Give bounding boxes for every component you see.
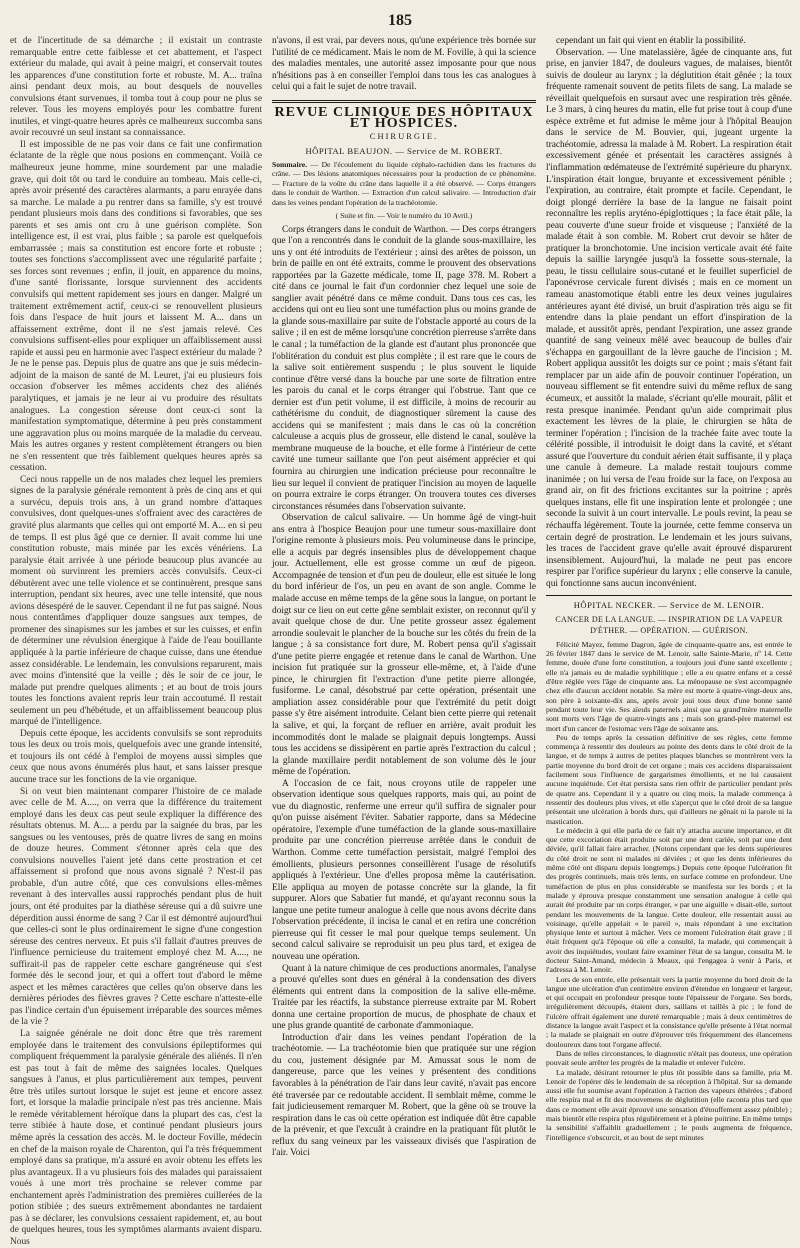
hospital-heading: HÔPITAL BEAUJON. — Service de M. ROBERT.: [305, 146, 503, 157]
section-subtitle: CHIRURGIE.: [369, 130, 439, 141]
article-columns: [10, 36, 792, 1247]
summary-text: — De l'écoulement du liquide céphalo-rachidien dans les fractures du crâne. — Des lésions anatomiques nécessaires pour la production de ce phénomène. — Fracture de la voûte du crâne dans laquelle il a été observé. — Corps étrangers dans le conduit de Warthon. — Extraction d'un calcul salivaire. — Introduction d'air dans les veines pendant l'opération de la trachéotomie.: [272, 159, 536, 207]
hospital-heading: HÔPITAL NECKER. — Service de M. LENOIR.: [573, 600, 765, 611]
page-number: 185: [388, 12, 412, 29]
continuation-note: ( Suite et fin. — Voir le numéro du 10 Avril.): [335, 210, 473, 220]
paragraph: cependant un fait qui vient en établir la possibilité.: [556, 36, 746, 46]
column-left: [10, 36, 262, 1248]
case-report: [546, 640, 792, 1142]
column-middle: [272, 36, 536, 1248]
column-right: [546, 36, 792, 1248]
paragraph: La saignée générale ne doit donc être que très rarement employée dans le traitement des convulsions épileptiformes qui compliquent fréquemment la paralysie générale des aliénés. Il n'en est pas tout à fait de même des saignées locales. Quelques sangsues à l'anus, et plus particulièrement aux tempes, peuvent être très utiles surtout lorsque le sujet est jeune et encore assez fort, et lorsque la maladie principale n'est pas très ancienne. Mais le remède véritablement héroïque dans la plupart des cas, c'est la terre stibiée à haute dose, et continué pendant plusieurs jours même après la cessation des accès. M. le docteur Foville, médecin en chef de la maison royale de Charenton, qui l'a très fréquemment employé dans sa pratique, m'a assuré en avoir obtenu les effets les plus avantageux. Il a vu plusieurs fois des malades qui paraissaient voués à une mort très prochaine se relever comme par enchantement après l'administration des premières cuillerées de la potion stibiée ; des sueurs extrêmement abondantes ne tardaient pas à se déclarer, les convulsions cessaient rapidement, et, au bout de quelques heures, tous les symptômes alarmants avaient disparu. Nous: [10, 1029, 262, 1247]
paragraph: La malade, désirant retourner le plus tôt possible dans sa famille, pria M. Lenoir de l'opérer dès le lendemain de sa réception à l'hôpital. Sur sa demande aussi elle fut soumise avant l'opération à l'action des vapeurs éthérées ; d'abord elle respira mal et fit des mouvemens de déglutition (elle raconta plus tard que dans ce moment elle avait éprouvé une sensation d'étouffement assez pénible) ; mais bientôt elle respira plus régulièrement et à pleine poitrine. En même temps la sensibilité s'affaiblit graduellement ; le pouls augmenta de fréquence, l'intelligence s'obscurcit, et au bout de sept minutes: [546, 1067, 792, 1142]
paragraph: Quant à la nature chimique de ces productions anormales, l'analyse a prouvé qu'elles sont dues en général à la condensation des divers éléments qui entrent dans la composition de la salive elle-même. Traitée par les réactifs, la substance pierreuse extraite par M. Robert donna une certaine proportion de mucus, de phosphate de chaux et une plus grande quantité de carbonate d'ammoniaque.: [272, 963, 536, 1032]
paragraph: Si on veut bien maintenant comparer l'histoire de ce malade avec celle de M. A...., on verra que la différence du traitement employé dans les deux cas peut seule expliquer la différence des résultats obtenus. M. A.... a perdu par la saignée du bras, par les sangsues ou les ventouses, près de quatre livres de sang en moins de douze heures. Comment s'étonner après cela que des convulsions nouvelles l'aient jeté dans cette prostration et cet affaissement si profond que nous avons signalé ? N'est-il pas probable, d'un autre côté, que ces convulsions elles-mêmes revenant à des intervalles aussi rapprochés pendant plus de huit jours, ont été produites par la diathèse séreuse qui a dû suivre une déperdition aussi énorme de sang ? Car il est démontré aujourd'hui que celles-ci sont le plus ordinairement le signe d'une congestion séreuse des centres nerveux. Et puis s'il fallait d'autres preuves de l'influence pernicieuse du traitement employé chez M. A...., ne suffirait-il pas de rappeler cette eschare gangréneuse qui s'est formée dès le second jour, et qui a offert tout d'abord le même aspect et les mêmes caractères que celles qu'on observe dans les dernières périodes des fièvres graves ? Cette eschare n'atteste-elle pas l'indice certain d'un épuisement irréparable des sources mêmes de la vie ?: [10, 786, 262, 1028]
paragraph: Félicité Mayez, femme Dagron, âgée de cinquante-quatre ans, est entrée le 26 février 1847 dans le service de M. Lenoir, salle Sainte-Marie, nº 14. Cette femme, douée d'une forte constitution, a toujours joui d'une santé excellente ; elle n'a jamais eu de maladie syphilitique ; elle a eu quatre enfans et a cessé d'être réglée vers l'âge de cinquante ans. La ménopause ne s'est accompagnée chez elle d'aucun accident notable. Sa mère est morte à quatre-vingt-deux ans, son père à soixante-dix ans, après avoir joui tous deux d'une bonne santé pendant toute leur vie. Ses aïeuls paternels ainsi que sa grand'mère maternelle sont morts vers l'âge de quatre-vingts ans ; mais son grand-père maternel est mort d'un cancer de l'estomac vers l'âge de soixante ans.: [546, 639, 792, 733]
summary-label: Sommaire.: [272, 159, 308, 169]
paragraph: Ceci nous rappelle un de nos malades chez lequel les premiers signes de la paralysie générale remontent à près de cinq ans et qui a survécu, depuis trois ans, à un grand nombre d'attaques convulsives, dont quelques-unes s'offraient avec des caractères de gravité plus alarmants que celles qui ont emporté M. A... en si peu de temps. Il est plus âgé que ce dernier. Il avait comme lui une constitution robuste, mais minée par les excès vénériens. La paralysie était arrivée à une période beaucoup plus avancée au moment où survinrent les premiers accès convulsifs. Ceux-ci débutèrent avec une telle violence et se continuèrent, presque sans interruption, pendant six heures, avec une telle intensité, que nous avions désespéré de le sauver. Cependant il ne fut pas saigné. Nous nous contentâmes d'appliquer douze sangsues aux tempes, de promener des sinapismes sur les jambes et sur les cuisses, et enfin de déterminer une révulsion énergique à l'aide de l'eau bouillante appliquée à la partie inférieure de chaque cuisse, dans une étendue assez considérable. Le lendemain, les convulsions reparurent, mais avec moins d'intensité que la veille ; dès le soir de ce jour, le malade put prendre quelques aliments ; et au bout de trois jours toutes les fonctions avaient repris leur train accoutumé. Il restait seulement un peu d'hébétude, et un affaiblissement beaucoup plus marqué de l'intelligence.: [10, 474, 262, 728]
section-divider: [272, 100, 536, 103]
paragraph: Observation de calcul salivaire. — Un homme âgé de vingt-huit ans entra à l'hospice Beaujon pour une tumeur sous-maxillaire dont l'origine remonte à plusieurs mois. Peu volumineuse dans le principe, elle a acquis par degrés insensibles plus de développement chaque jour. Actuellement, elle est grosse comme un œuf de pigeon. Accompagnée de tension et d'un peu de douleur, elle est située le long du bord inférieur de l'os, un peu en avant de son angle. Comme le malade accuse en même temps de la gêne sous la langue, on portant le doigt sur ce lieu on eut cette gêne semblait exister, on reconnut qu'il y avait quelque chose de dur. Une petite grosseur assez également arrondie soulevait le plancher de la bouche sur les côtés du frein de la langue ; à sa consistance fort dure, M. Robert pensa qu'il s'agissait d'une petite pierre engagée et retenue dans le canal de Warthon. Une incision fut pratiquée sur la grosseur elle-même, et, à l'aide d'une pince, le chirurgien fit l'extraction d'une petite pierre allongée, fusiforme. Le canal, désobstrué par cette opération, présentait une ampliation assez considérable pour que l'extrémité du petit doigt passe s'y être aisément introduite. Celant bien cette pierre qui retenait la salive, et qui, la forçant de refluer en arrière, avait produit les incommodités dont le malade se plaignait depuis longtemps. Aussi tous les accidens se dissipèrent en partie après l'extraction du calcul ; la glande maxillaire perdit notablement de son volume dès le jour même de l'opération.: [272, 513, 536, 778]
summary: [272, 160, 536, 207]
section-divider: [546, 595, 792, 596]
paragraph: Observation. — Une matelassière, âgée de cinquante ans, fut prise, en janvier 1847, de douleurs vagues, de malaises, bientôt suivis de douleur au larynx ; la déglutition était gênée ; la toux fréquente ramenait souvent de petits filets de sang. La malade se réveillait quelquefois en sursaut avec une respiration très gênée. Le 3 mars, à cinq heures du matin, elle fut prise tout à coup d'une espèce extrême et fut admise le même jour à l'hôpital Beaujon dans le service de M. Bouvier, qui, jugeant urgente la trachéotomie, adressa la malade à M. Robert. La respiration était excessivement génée et présentait les caractères assignés à l'inflammation œdémateuse de l'extrémité supérieure du pharynx. L'inspiration était longue, bruyante et excessivement pénible ; l'expiration, au contraire, était prompte et facile. Cependant, le doigt plongé derrière la base de la langue ne faisait point reconnaître les replis aryténo-épiglottiques ; la face était pâle, la peau couverte d'une sueur froide et visqueuse ; l'anxiété de la malade était à son comble. M. Robert crut devoir se hâter de pratiquer la bronchotomie. Une incision verticale avait été faite depuis la saillie laryngée jusqu'à la fossette sous-sternale, la peau, le tissu cellulaire sous-cutané et le feuillet superficiel de l'aponévrose cervicale furent divisés ; mais en ce moment un rameau anastomotique établi entre les deux veines jugulaires antérieures ayant été divisé, un bruit d'aspiration très aigu se fit entendre dans la plaie pendant un effort d'inspiration de la malade, et aussitôt après, pendant l'expiration, une assez grande quantité de sang veineux mêlé avec beaucoup de bulles d'air s'échappa en gargouillant de la lèvre gauche de l'incision ; M. Robert appliqua aussitôt les doigts sur ce point ; mais s'étant fait remplacer par un aide afin de pouvoir continuer l'opération, un nouveau sifflement se fit entendre suivi du même reflux de sang écumeux, et aussitôt la malade, s'écriant qu'elle mourait, pâlit et resta presque inanimée. Pendant qu'un aide comprimait plus exactement les lèvres de la plaie, le chirurgien se hâta de terminer l'opération ; l'incision de la trachée faite avec toute la célérité possible, il introduisit le doigt dans la cavité, et s'étant assuré que l'ouverture du conduit aérien était suffisante, il y plaça une canule à demeure. La malade restait toujours comme inanimée ; on lui versa de l'eau froide sur la face, on l'exposa au grand air, on fit des frictions excitantes sur la poitrine ; après quelques instans, elle fit une inspiration lente et prolongée ; une seconde la suivit à un court intervalle. Le pouls revint, la peau se réchauffa légèrement. Toute la journée, cette femme conserva un certain degré de prostration. Le lendemain et les jours suivans, les traces de l'accident grave qu'elle avait éprouvé disparurent insensiblement. Aujourd'hui, la malade ne peut pas encore respirer par l'orifice supérieur du larynx ; elle conserve la canule, qui fonctionne sans aucun inconvénient.: [546, 47, 792, 589]
paragraph: et de l'incertitude de sa démarche ; il existait un contraste remarquable entre cette faiblesse et cet abattement, et l'aspect extérieur du malade, qui avait à peine maigri, et conservait toutes les apparences d'une constitution forte et robuste. M. A... traîna ainsi pendant deux mois, au bout desquels de nouvelles convulsions étant survenues, il tomba tout à coup pour ne plus se relever. Tous les moyens employés pour les combattre furent inutiles, et vingt-quatre heures après ce malheureux succomba sans avoir recouvré un seul instant sa connaissance.: [10, 36, 262, 139]
paragraph: Depuis cette époque, les accidents convulsifs se sont reproduits tous les deux ou trois mois, quelquefois avec une grande intensité, et toujours ils ont cédé à l'emploi de moyens aussi simples que ceux que nous avons énumérés plus haut, et sans laisser presque aucune trace sur les fonctions de la vie organique.: [10, 728, 262, 785]
paragraph: Dans de telles circonstances, le diagnostic n'était pas douteux, une opération pouvait seule arrêter les progrès de la maladie et enlever l'ulcère.: [546, 1048, 792, 1068]
section-title: REVUE CLINIQUE DES HÔPITAUX ET HOSPICES.: [274, 104, 534, 132]
case-heading: CANCER DE LA LANGUE. — INSPIRATION DE LA VAPEUR D'ÉTHER. — OPÉRATION. — GUÉRISON.: [555, 614, 783, 636]
paragraph: Le médecin à qui elle parla de ce fait n'y attacha aucune importance, et dit que cette excoriation était produite soit par une dent cariée, soit par une dent déviée, qu'il fallait faire arracher. (Notons cependant que les dents supérieures du côté droit ne sont ni malades ni déviées ; et que les dents inférieures du même côté ont disparu depuis longtemps.) Depuis cette époque l'ulcération fit des progrès continuels, mais très lents, en surface comme en profondeur. Une tuméfaction de plus en plus considérable se manifesta sur les bords ; et la malade y éprouva presque constamment une sensation analogue à celle qui aurait été produite par un corps étranger, « par une aiguille » disait-elle, surtout pendant les mouvements de la langue. Cette douleur, elle ressentait aussi au voisinage, qu'elle appelait « le pareil », mais répondant à une excitation physique lente et surtout à mâcher. Vers ce moment l'ulcération était grave ; il était fréquent qu'à l'époque où elle a consulté, la malade, qui commençait à avoir des inquiétudes, voulant faire examiner l'état de sa langue, consulta M. le docteur Saint-Amand, médecin à Meaux, qui l'engagea à venir à Paris, et l'adressa à M. Lenoir.: [546, 825, 792, 975]
paragraph: A l'occasion de ce fait, nous croyons utile de rappeler une observation identique sous quelques rapports, mais qui, au point de vue du diagnostic, renferme une erreur qu'il suffira de signaler pour qu'on puisse aisément l'éviter. Sabatier rapporte, dans sa Médecine opératoire, l'exemple d'une tuméfaction de la glande sous-maxillaire produite par une concrétion pierreuse arrêtée dans le conduit de Warthon. Comme cette tuméfaction persistait, malgré l'emploi des émollients, plusieurs personnes conseillèrent l'usage de résolutifs appliqués à l'extérieur. Une d'elles proposa même la cautérisation. Elle appliqua au moyen de potasse concrète sur la glande, la fit suppurer. Alors que Sabatier fut mandé, et qu'ayant reconnu sous la langue une petite tumeur analogue à celle que nous avons décrite dans l'observation précédente, il incisa le canal et en retira une concrétion pierreuse qui fit cesser le mal pour quelque temps seulement. Un second calcul salivaire se reproduisit un peu plus tard, et exigea de nouveau une opération.: [272, 778, 536, 962]
paragraph: Peu de temps après la cessation définitive de ses règles, cette femme commença à ressentir des douleurs au pointe des dents dans le côté droit de la langue, et de temps à autres de petites plaques blanches se montrèrent vers la partie moyenne du bord droit de cet organe ; mais ces accidens disparaissaient facilement sous l'influence de gargarismes émollients, et ne lui causaient aucune inquiétude. Cet état persista sans rien offrir de particulier pendant près de quatre ans. Cependant il y a quatre ou cinq mois, la malade commença à ressentir des douleurs plus vives, et elle s'aperçut que le côté droit de sa langue présentait une ulcération à bords durs, qui d'ailleurs ne gênait ni la parole ni la mastication.: [546, 732, 792, 826]
paragraph: Il est impossible de ne pas voir dans ce fait une confirmation éclatante de la règle que nous posions en commençant. Voilà ce malheureux jeune homme, mine sourdement par une maladie grave, qui doit tôt ou tard le conduire au tombeau. Mais celle-ci, après avoir présenté des caractères alarmants, a paru enrayée dans sa marche. Le malade a pu rentrer dans sa famille, s'y est trouvé pendant plusieurs mois dans des conditions si favorables, que ses parents et ses amis ont cru à une guérison complète. Son intelligence est, il est vrai, plus faible ; sa parole est quelquefois embarrassée ; mais sa constitution est encore forte et robuste ; toutes ses fonctions s'accomplissent avec une régularité parfaite ; ses forces sont revenues ; enfin, il jouit, en apparence du moins, d'une santé florissante, lorsque surviennent des accidents convulsifs qui mettent rapidement ses jours en danger. Malgré un traitement extrêmement actif, ceux-ci se renouvellent plusieurs fois dans l'espace de huit jours et laissent M. A... dans un affaissement extrême, dont il ne s'est jamais relevé. Ces convulsions suffisent-elles pour expliquer un affaiblissement aussi rapide et aussi peu en harmonie avec l'aspect extérieur du malade ? Je ne le pense pas. Depuis plus de quatre ans que je suis médecin-adjoint de la maison de santé de M. Leuret, j'ai eu plusieurs fois occasion d'observer les mêmes accidents chez des aliénés paralytiques, et jamais je ne leur ai vu produire des résultats analogues. La congestion séreuse dont ceux-ci sont la manifestation symptomatique, détermine à peu près constamment une aggravation plus ou moins marquée de la maladie du cerveau. Mais les autres organes y restent complètement étrangers ou bien ne s'en ressentent que très faiblement quelques heures après sa cessation.: [10, 139, 262, 474]
paragraph: Lors de son entrée, elle présentait vers la partie moyenne du bord droit de la langue une ulcération d'un centimètre environ d'étendue en longueur et largeur, et qui occupait en profondeur presque toute l'épaisseur de l'organe. Ses bords, irrégulièrement découpés, étaient durs, saillans et taillés à pic ; le fond de l'ulcère offrait également une dureté remarquable ; mais à deux centimètres de distance la langue avait l'aspect et la consistance qu'elle présente à l'état normal ; la malade se plaignait en outre d'éprouver très fréquemment des élancemens douloureux dans tout l'organe affecté.: [546, 974, 792, 1049]
paragraph: Corps étrangers dans le conduit de Warthon. — Des corps étrangers que l'on a rencontrés dans le conduit de la glande sous-maxillaire, les uns y ont été introduits de l'extérieur ; ainsi des arêtes de poisson, un brin de paille en ont été extraits, comme le prouvent des observations rapportées par la Gazette médicale, tome II, page 378. M. Robert a cité dans ce journal le fait d'un cordonnier chez lequel une soie de sanglier avait pénétré dans ce même conduit. Dans tous ces cas, les accidens qui ont eu lieu sont une tuméfaction plus ou moins grande de la glande sous-maxillaire par suite de l'obstacle apporté au cours de la salive ; il en est de même lorsqu'une concrétion pierreuse s'arrête dans le canal ; la tuméfaction de la glande est d'autant plus prononcée que l'oblitération du conduit est plus complète ; il est rare que le cours de la salive soit entièrement suspendu ; le plus souvent le liquide continue d'être versé dans la bouche par une sorte de filtration entre les parois du canal et le corps étranger qui l'obstrue. Tant que ce dernier est d'un petit volume, il est difficile, à moins de recourir au cathétérisme du conduit, de diagnostiquer sûrement la cause des accidens qui se manifestent ; mais dans le cas où la concrétion calculeuse a acquis plus de grosseur, elle distend le canal, soulève la membrane muqueuse de la bouche, et elle forme à l'intérieur de cette cavité une tumeur saillante que l'on peut aisément apprécier et qui fournira au chirurgien une indication précieuse pour reconnaître le lieu sur lequel il convient de pratiquer l'incision au moyen de laquelle on pourra extraire le corps étranger. On trouvera toutes ces diverses circonstances résumées dans l'observation suivante.: [272, 224, 536, 512]
paragraph: n'avons, il est vrai, par devers nous, qu'une expérience très bornée sur l'utilité de ce médicament. Mais le nom de M. Foville, à qui la science des maladies mentales, une autorité assez imposante pour que nous n'hésitions pas à en conseiller l'emploi dans tous les cas analogues à celui qui a fait le sujet de notre travail.: [272, 36, 536, 93]
paragraph: Introduction d'air dans les veines pendant l'opération de la trachéotomie. — La trachéotomie bien que pratiquée sur une région du cou, justement désignée par M. Amussat sous le nom de dangereuse, parce que les veines y présentent des conditions favorables à la pénétration de l'air dans leur cavité, n'avait pas encore été traversée par ce redoutable accident. Il semblait même, comme le fait judicieusement remarquer M. Robert, que la gêne où se trouve la respiration dans le cas où cette opération est indiquée dût être capable de la prévenir, et que l'excuât à craindre en la pratiquant fût plutôt le reflux du sang veineux par les vaisseaux divisés que l'aspiration de l'air. Voici: [272, 1032, 536, 1159]
